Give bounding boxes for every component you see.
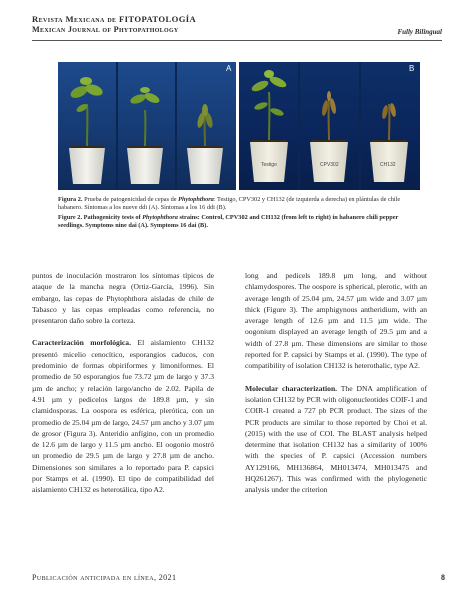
seedling-cpv302-a [127,87,163,184]
figure-caption-en [58,214,420,229]
caption-en-text-2: strains: Control, CPV302 and CH132 (from left to right) in habanero chili pepper seedlings. Symptoms nine dai (A). Symptoms 16 dai (B). [58,214,399,229]
right-paragraph-2 [245,383,427,496]
caption-es-text-2: : Testigo, CPV302 y CH132 (de izquierda a derecha) en plántulas de chile habanero. Síntomas a los nueve ddi (A). Síntomas a los 16 ddi (B). [58,196,401,211]
figure-caption-es [58,196,420,211]
right-paragraph-2-body: The DNA amplification of isolation CH132 by PCR with oligonucleotides COIF-1 and COIR-1 created a 727 pb PCR product. The sizes of the PCR products are similar to those reported by Choi et al. (2015) with the use of COI. The BLAST analysis helped determine that isolation CH132 has a similarity of 100% with the species of P. capsici (Accession numbers AY129166, MH136864, MH013474, MH013475 and HQ261267). This was confirmed with the phylogenetic analysis under the criterion [245,383,428,495]
section-title-morphological-es: Caracterización morfológica. [32,338,131,348]
figure-2-photo [58,62,420,190]
page-number: 8 [441,573,445,582]
left-paragraph-2 [32,337,214,495]
seedling-ch132-b [370,103,408,182]
section-title-molecular-en: Molecular characterization. [245,383,338,393]
journal-title-es: Revista Mexicana de FITOPATOLOGÍA [32,14,197,24]
caption-es-label: Figura 2. [58,196,83,203]
pot-label-ch132: CH132 [380,162,396,168]
journal-title-en: Mexican Journal of Phytopathology [32,25,179,34]
seedling-ch132-a [187,104,223,184]
caption-en-genus: Phytophthora [142,214,178,221]
footer-publication-note: Publicación anticipada en línea, 2021 [32,573,177,582]
panel-b-illustration [239,62,420,190]
seedling-cpv302-b [310,91,348,182]
panel-letter-b: B [409,64,415,73]
caption-es-genus: Phytophthora [178,196,214,203]
left-column-spanish [32,270,214,496]
caption-en-text-1: Pathogenicity tests of [82,214,143,221]
right-paragraph-1: long and pedicels 189.8 µm long, and without chlamydospores. The oospore is spherical, plerotic, with an average length of 25.04 µm, 24.57 µm wide and 3.07 µm thick (Figure 3). The amphigynous antheridium, with an average length of 12.6 µm and 11.5 µm wide. The oogonium displayed an average length of 29.5 µm and a width of 27.8 µm. These dimensions are similar to those reported for P. capsici by Stamps et al. (1990). The type of compatibility of isolation CH132 is heterothalic, type A2. [245,271,427,371]
pot-label-cpv302: CPV302 [320,162,339,168]
header-rule [32,40,442,41]
caption-en-label: Figure 2. [58,214,83,221]
panel-letter-a: A [226,64,232,73]
pot-label-control: Testigo [261,162,277,168]
panel-a [58,62,236,190]
running-header [32,14,442,34]
panel-a-illustration [58,62,236,190]
left-paragraph-1: puntos de inoculación mostraron los síntomas típicos de ataque de la mancha negra (Ortiz-García, 1996). Sin embargo, las cepas de Phytophthora aisladas de chile de Tabasco y las cepas empleadas como referencia, no presentaron daño sobre la corteza. [32,271,214,326]
caption-es-text-1: Prueba de patogenicidad de cepas de [82,196,179,203]
edition-label: Fully Bilingual [397,28,442,36]
seedling-control-a [69,77,105,184]
right-column-english [245,270,427,496]
panel-b [239,62,420,190]
left-paragraph-2-body: El aislamiento CH132 presentó micelio cenocítico, esporangios caducos, con predominio de formas obpiriformes y limoniformes. El promedio de 50 esporangios fue 73.72 µm de largo y 37.3 µm de ancho; y relación largo/ancho de 2.02. Papila de 4.91 µm y pedicelos largos de 189.8 µm, y sin clamidosporas. La oospora es esférica, plerótica, con un promedio de 25.04 µm de largo, 24.57 µm ancho y 3.07 µm de grosor (Figura 3). Anteridio anfígino, con un promedio de 12.6 µm de largo y 11.5 µm ancho. El oogonio mostró un promedio de 29.5 µm de largo y 27.8 µm de ancho. Dimensiones son similares a lo reportado para P. capsici por Stamps et al. (1990). El tipo de compatibilidad del aislamiento CH132 es heterotálica, tipo A2. [32,338,214,495]
